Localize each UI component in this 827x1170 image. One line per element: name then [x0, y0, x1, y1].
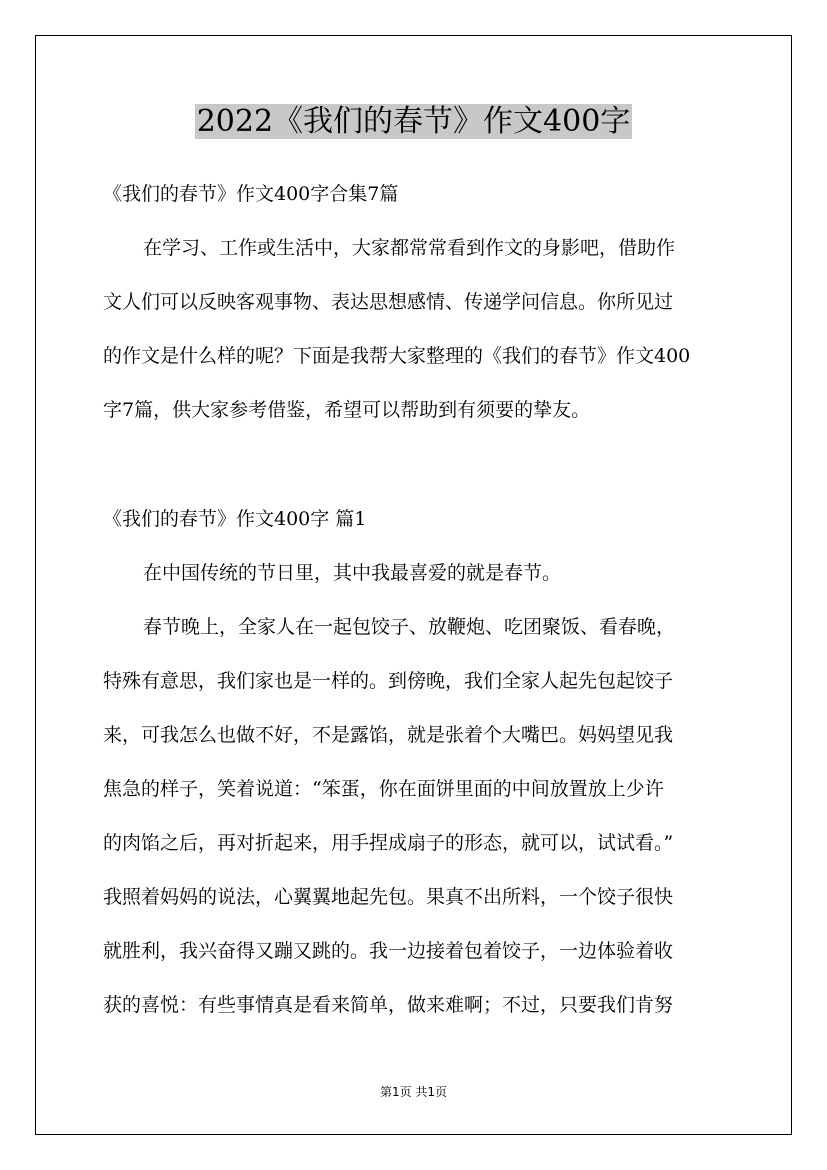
paragraph-2-line-8: 获的喜悦：有些事情真是看来简单，做来难啊；不过，只要我们肯努 [103, 994, 674, 1016]
paragraph-2-line-6: 我照着妈妈的说法，心翼翼地起先包。果真不出所料，一个饺子很快 [103, 886, 674, 908]
document-subtitle: 《我们的春节》作文400字合集7篇 [103, 183, 399, 205]
paragraph-1: 在中国传统的节日里，其中我最喜爱的就是春节。 [143, 562, 562, 584]
intro-line-3: 的作文是什么样的呢？下面是我帮大家整理的《我们的春节》作文400 [103, 345, 691, 367]
intro-line-2: 文人们可以反映客观事物、表达思想感情、传递学问信息。你所见过 [103, 291, 674, 313]
document-title-text: 2022《我们的春节》作文400字 [196, 104, 631, 139]
paragraph-2-line-5: 的肉馅之后，再对折起来，用手捏成扇子的形态，就可以，试试看。” [103, 832, 674, 854]
paragraph-2-line-4: 焦急的样子，笑着说道：“笨蛋，你在面饼里面的中间放置放上少许 [103, 778, 664, 800]
paragraph-2-line-1: 春节晚上，全家人在一起包饺子、放鞭炮、吃团聚饭、看春晚， [143, 616, 676, 638]
page-footer: 第1页 共1页 [379, 1085, 448, 1099]
intro-line-4: 字7篇，供大家参考借鉴，希望可以帮助到有须要的挚友。 [103, 399, 591, 421]
paragraph-2-line-2: 特殊有意思，我们家也是一样的。到傍晚，我们全家人起先包起饺子 [103, 670, 674, 692]
paragraph-2-line-7: 就胜利，我兴奋得又蹦又跳的。我一边接着包着饺子，一边体验着收 [103, 940, 674, 962]
intro-line-1: 在学习、工作或生活中，大家都常常看到作文的身影吧，借助作 [143, 237, 676, 259]
paragraph-2-line-3: 来，可我怎么也做不好，不是露馅，就是张着个大嘴巴。妈妈望见我 [103, 724, 674, 746]
section-heading: 《我们的春节》作文400字 篇1 [103, 508, 367, 530]
document-title [0, 100, 827, 144]
